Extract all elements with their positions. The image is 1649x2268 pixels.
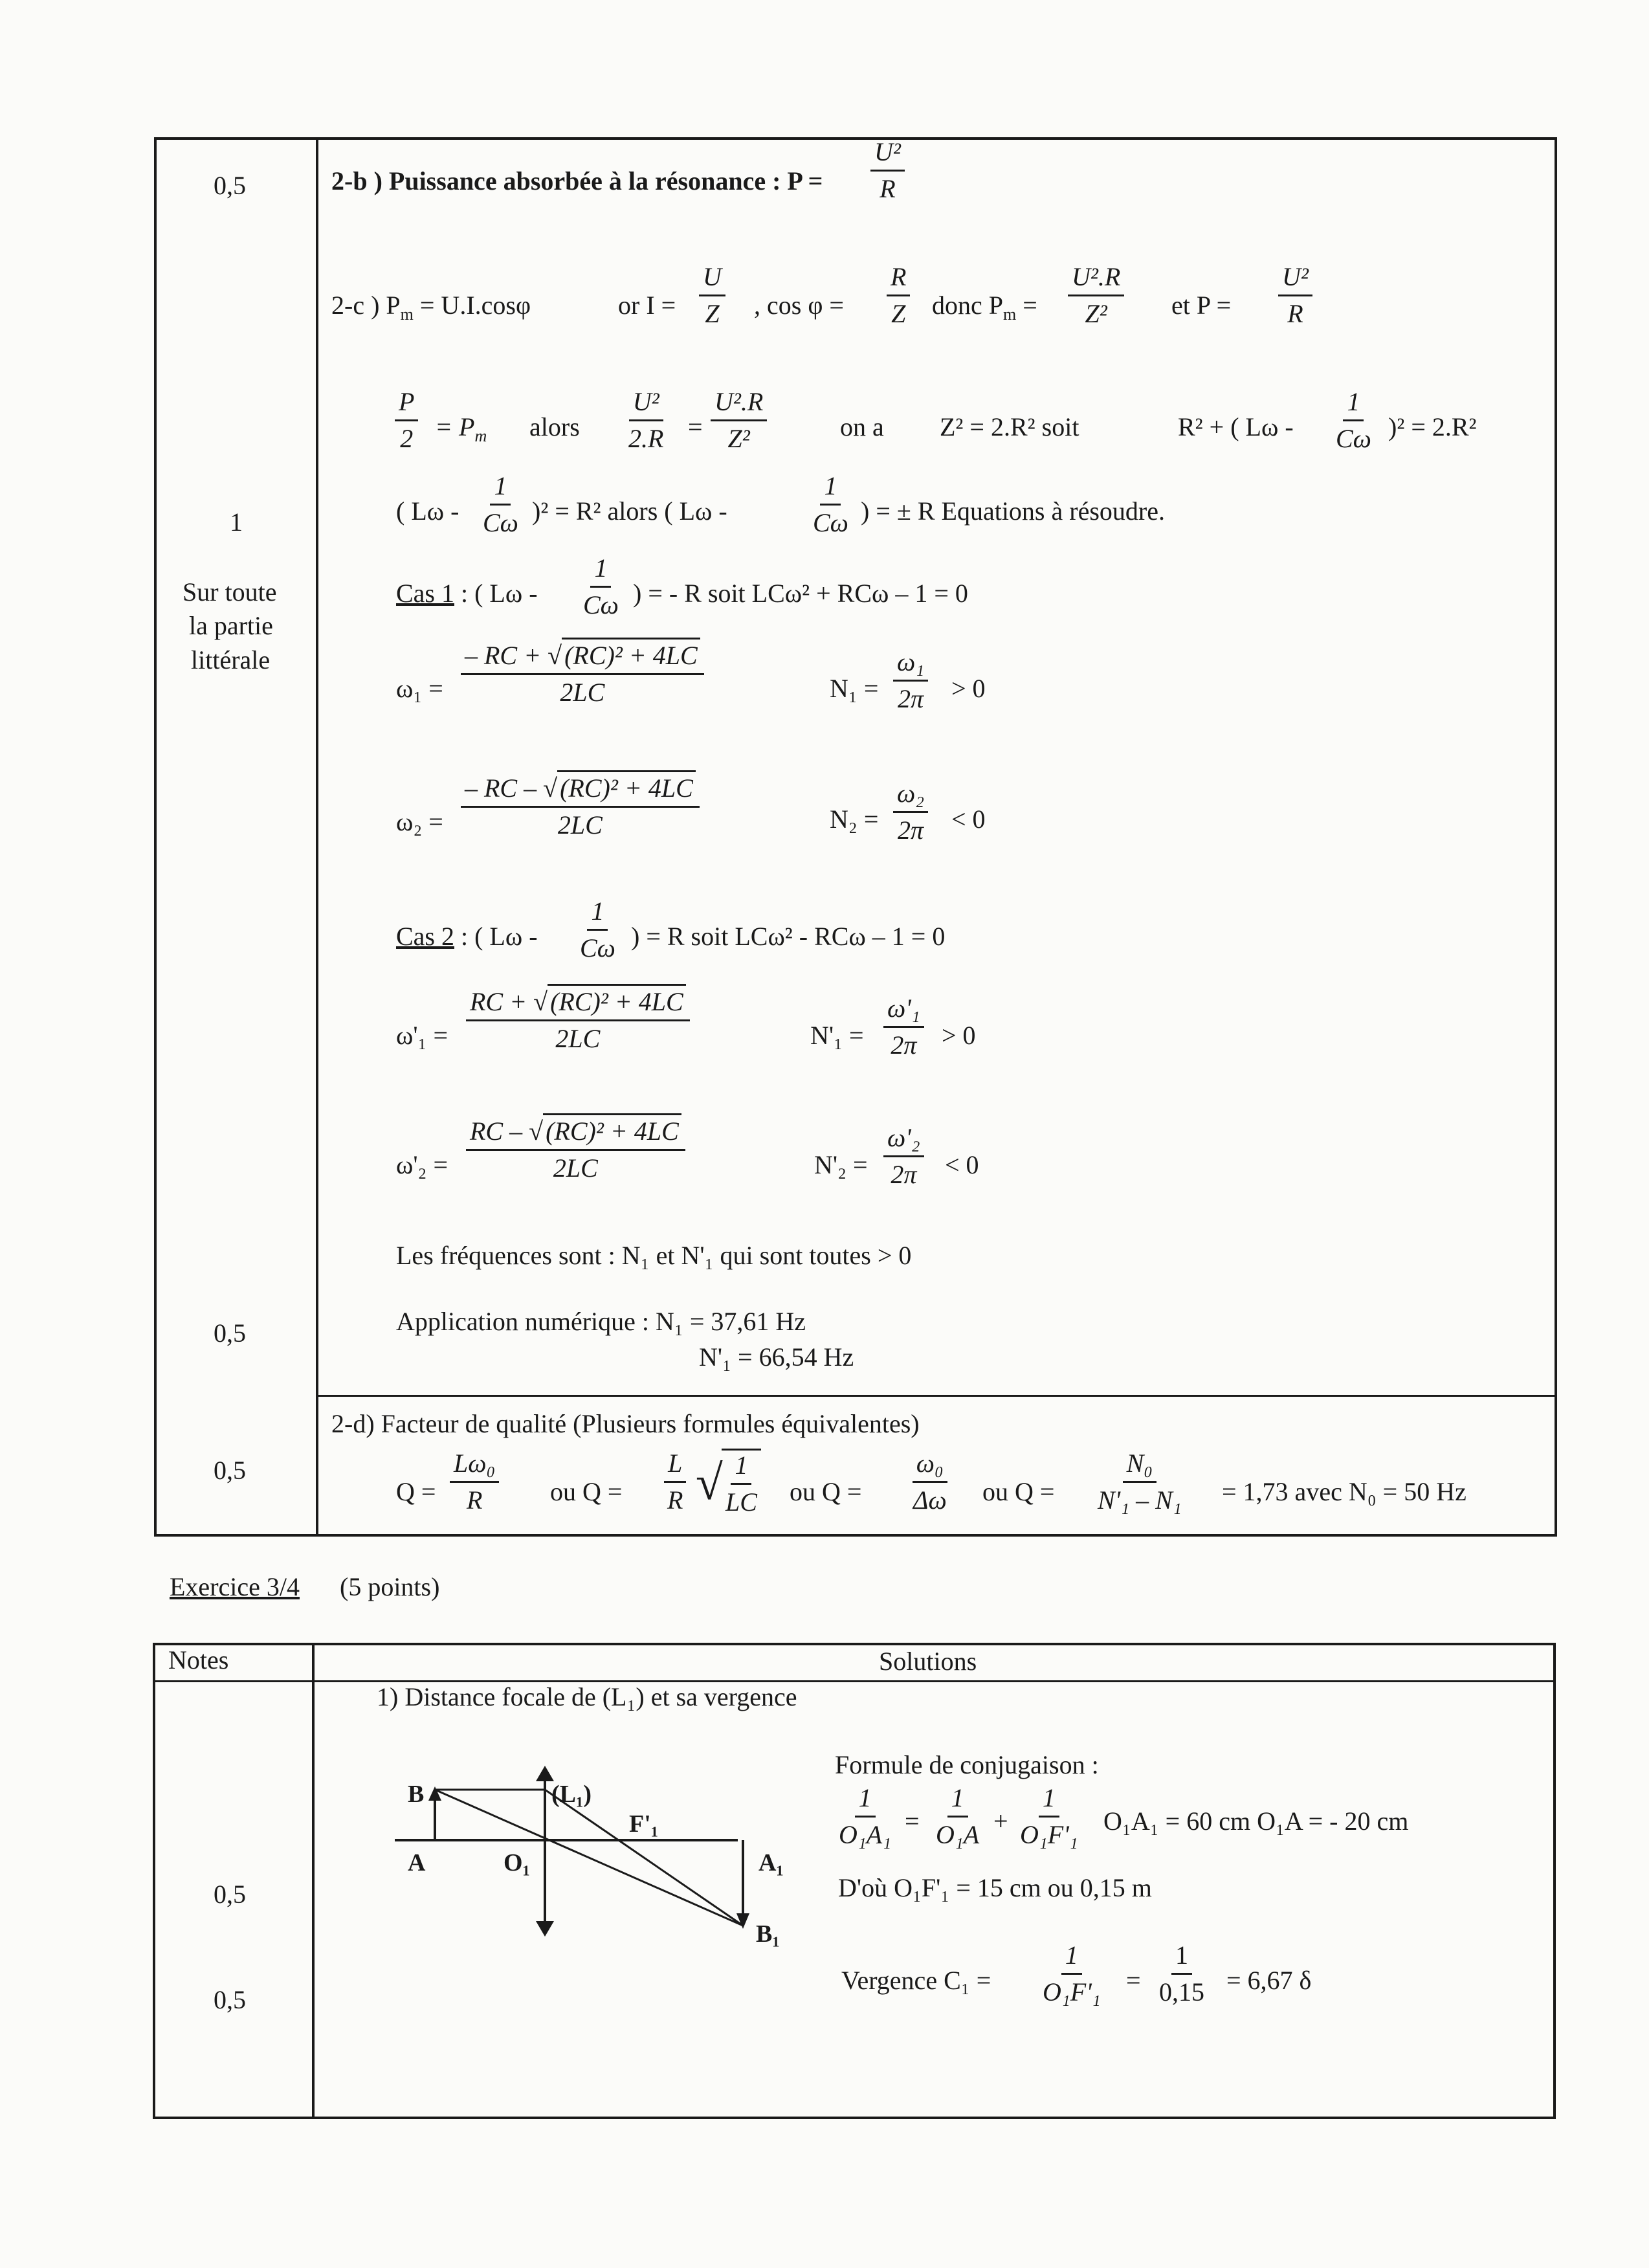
q2c-donc-sub: m [1003,305,1017,324]
conj-values: O₁A₁ = 60 cm O₁A = - 20 cm [1103,1807,1409,1836]
q2c-cos: , cos φ = [754,291,844,320]
object-arrow-head [428,1786,441,1801]
q2c-pm-sub: m [400,305,414,324]
cas2-end: ) = R soit LCω² - RCω – 1 = 0 [631,922,946,951]
q2c-frac-pm-den: Z² [1085,299,1107,328]
l3-end: )² = 2.R² [1388,412,1477,441]
cas2-n1-label: N'₁ = [810,1021,864,1050]
q2d-ou3: ou Q = [982,1477,1055,1506]
cas1-n2-end: < 0 [951,805,986,834]
q2c-frac-p-den: R [1287,299,1303,328]
q2c-donc-text: donc P [932,291,1003,320]
l3-frac-u2r-den: 2.R [628,424,664,453]
conj-frac1 [835,1783,895,1850]
l4-start: ( Lω - [396,496,459,526]
q2d-ou2: ou Q = [790,1477,862,1506]
conj-frac2-num: 1 [947,1783,968,1818]
cas2-w2-label: ω'₂ = [396,1150,448,1179]
cas1-line [396,579,538,608]
vergence-result: = 6,67 δ [1226,1966,1312,1995]
mark-2c: 1 [230,507,243,537]
l3-eqpm-text: = P [435,412,475,441]
l3-frac-u2rz [711,387,767,454]
q2c-donc-eq: = [1016,291,1037,320]
q2c-frac-i [699,262,725,329]
vergence-frac2-den: 0,15 [1159,1977,1204,2007]
conj-frac2 [932,1783,983,1850]
mark-note-3: littérale [191,645,271,674]
conj-frac1-num: 1 [855,1783,876,1818]
l3-frac-cw-den: Cω [1336,424,1371,453]
l3-eq: = [688,412,703,441]
cas1-w1-num-b: (RC)² + 4LC [562,638,700,670]
q2c-frac-p [1278,262,1312,329]
vergence-frac2-num: 1 [1171,1940,1192,1975]
cas1-w1-label: ω₁ = [396,674,443,703]
table1-bottom-border [154,1534,1557,1537]
l4-frac1-num: 1 [490,471,511,506]
q2d-frac2-den: R [667,1485,683,1515]
frequencies-text: Les fréquences sont : N₁ et N'₁ qui sont toutes > 0 [396,1241,912,1270]
cas1-title: Cas 1 [396,579,454,608]
q2c-frac-cos [887,262,910,329]
q2d-frac3-den: Δω [913,1485,947,1515]
table2-right-border [1553,1643,1556,2119]
label-F1: F'₁ [629,1810,659,1838]
cas1-w2-den: 2LC [557,810,603,839]
cas1-n2-label: N₂ = [830,805,879,834]
application-line1: Application numérique : N₁ = 37,61 Hz [396,1307,806,1336]
table2-q1: 1) Distance focale de (L₁) et sa vergence [377,1682,797,1711]
l3-r2: R² + ( Lω - [1178,412,1294,441]
cas2-n1-end: > 0 [942,1021,976,1050]
cas2-frac [576,896,619,963]
label-L1: (L₁) [551,1781,592,1808]
q2d-end: = 1,73 avec N₀ = 50 Hz [1222,1477,1466,1506]
conj-frac3-den: O₁F'₁ [1020,1820,1078,1849]
q2d-ou1: ou Q = [550,1477,623,1506]
cas2-title: Cas 2 [396,922,454,951]
cas1-frac-num: 1 [590,553,611,588]
cas2-w1-num-b: (RC)² + 4LC [548,984,686,1016]
l3-z2: Z² = 2.R² soit [940,412,1079,441]
cas2-n2-label: N'₂ = [814,1150,868,1179]
q2d-frac4 [1094,1449,1186,1515]
application-line2: N'₁ = 66,54 Hz [699,1342,854,1372]
conj-plus: + [993,1807,1008,1836]
cas2-frac-den: Cω [580,933,615,962]
cas2-n2-frac [883,1123,924,1190]
q2b-fraction [870,137,905,204]
q2c-frac-cos-num: R [887,262,910,296]
cas2-n1-frac [883,994,924,1060]
l4-frac2 [809,471,852,538]
l3-frac-p2-den: 2 [400,424,414,453]
cas2-w2-num-a: RC – [470,1117,529,1146]
cas2-n2-den: 2π [891,1160,917,1189]
focal-result: D'où O₁F'₁ = 15 cm ou 0,15 m [838,1873,1152,1902]
vergence-frac2 [1155,1940,1208,2007]
q2c-label [331,291,531,324]
l3-frac-u2rz-num: U².R [711,387,767,421]
cas2-w1-den: 2LC [555,1024,601,1053]
q2d-frac1-den: R [466,1485,483,1515]
cas2-n1-den: 2π [891,1030,917,1060]
q2d-frac3-num: ω₀ [913,1449,947,1483]
mark-note-2: la partie [189,611,273,640]
ray-center [435,1790,743,1926]
table2-mark-1: 0,5 [214,1880,246,1909]
q2b-num: U² [870,137,905,172]
lens-top-arrow [536,1766,554,1781]
table2-header-notes: Notes [168,1645,229,1674]
q2c-frac-i-num: U [699,262,725,296]
l3-frac-p2-num: P [395,387,418,421]
table1-divider [316,137,318,1537]
l3-ona: on a [840,412,884,441]
l4-frac1-den: Cω [483,508,518,537]
l3-frac-p2 [395,387,418,454]
l3-eqpm [435,413,487,446]
q2b-label: 2-b ) Puissance absorbée à la résonance : P = [331,166,823,195]
q2c-pm-rest: = U.I.cosφ [413,291,531,320]
cas1-w2-frac: $\frac{\text{– RC – √ (RC)² + 4LC}}{2LC}$ [461,773,700,840]
label-A: A [408,1849,426,1876]
conj-eq: = [905,1807,920,1836]
l4-frac2-num: 1 [820,471,841,506]
table1-top-border [154,137,1557,140]
cas1-n2-frac [893,779,928,845]
cas1-n2-num: ω₂ [893,779,928,813]
vergence-label: Vergence C₁ = [841,1966,991,1995]
q2d-sqrt-num: 1 [731,1451,751,1485]
q2d-frac1-num: Lω₀ [450,1449,499,1483]
table2-header-solutions: Solutions [879,1647,977,1676]
q2b-den: R [880,174,896,203]
conj-frac1-den: O₁A₁ [839,1820,892,1849]
cas2-n1-num: ω'₁ [883,994,924,1028]
q2c-frac-cos-den: Z [891,299,906,328]
conj-frac3-num: 1 [1039,1783,1059,1818]
cas1-end: ) = - R soit LCω² + RCω – 1 = 0 [633,579,968,608]
l4-frac2-den: Cω [813,508,848,537]
cas1-w1-frac: $\frac{\text{– RC + √ (RC)² + 4LC}}{2LC}$ [461,641,704,707]
label-B: B [408,1781,425,1808]
cas2-w1-label: ω'₁ = [396,1021,448,1050]
label-A1: A₁ [758,1849,784,1876]
cas1-frac-den: Cω [583,590,619,619]
label-O1: O₁ [504,1849,530,1876]
q2d-frac2-num: L [664,1449,686,1483]
lens-bottom-arrow [536,1921,554,1937]
q2c-frac-pm [1068,262,1124,329]
cas1-start: : ( Lω - [454,579,538,608]
q2c-frac-pm-num: U².R [1068,262,1124,296]
l3-frac-cw-num: 1 [1343,387,1364,421]
q2d-frac4-num: N₀ [1123,1449,1157,1483]
l3-frac-u2r-num: U² [629,387,663,421]
l3-alors: alors [529,412,580,441]
cas2-w2-frac: $\frac{\text{RC – √ (RC)² + 4LC}}{2LC}$ [466,1117,685,1183]
l4-end: ) = ± R Equations à résoudre. [861,496,1165,526]
cas1-n1-frac [893,647,928,714]
cas1-w1-num-a: – RC + [465,641,548,670]
table2-top-border [153,1643,1556,1645]
table2-header-border [153,1680,1556,1682]
exercise-title: Exercice 3/4 [170,1572,300,1601]
cas1-w2-label: ω₂ = [396,807,443,836]
q2d-frac1 [450,1449,499,1515]
table2-bottom-border [153,2117,1556,2119]
conj-title: Formule de conjugaison : [835,1750,1099,1779]
q2d-frac3 [909,1449,951,1515]
cas1-w2-num-b: (RC)² + 4LC [557,770,696,803]
vergence-frac1 [1039,1940,1105,2007]
mark-app: 0,5 [214,1318,246,1348]
cas2-n2-num: ω'₂ [883,1123,924,1157]
cas2-frac-num: 1 [587,896,608,931]
vergence-eq: = [1126,1966,1141,1995]
cas1-frac [579,553,623,620]
cas1-n1-end: > 0 [951,674,986,703]
q2d-label: 2-d) Facteur de qualité (Plusieurs formules équivalentes) [331,1409,920,1438]
l3-frac-u2r [625,387,667,454]
cas2-n2-end: < 0 [945,1150,979,1179]
mark-2d: 0,5 [214,1456,246,1485]
q2c-et: et P = [1171,291,1232,320]
l3-eqpm-sub: m [474,427,487,445]
q2d-q1: Q = [396,1477,436,1506]
lens-diagram [388,1761,802,1968]
cas1-w2-num-a: – RC – [465,773,544,803]
image-arrow-head [736,1913,749,1929]
q2d-frac4-den: N'₁ – N₁ [1098,1485,1182,1515]
cas2-w2-num-b: (RC)² + 4LC [543,1113,681,1146]
exercise-points: (5 points) [340,1572,440,1601]
cas2-line [396,922,538,951]
table2-left-border [153,1643,155,2119]
vergence-frac1-num: 1 [1061,1940,1082,1975]
q2d-sqrt-sign: √ [696,1456,723,1510]
cas1-n1-den: 2π [898,684,924,713]
q2c-frac-p-num: U² [1278,262,1312,296]
l4-frac1 [479,471,522,538]
cas1-n2-den: 2π [898,816,924,845]
cas1-w1-den: 2LC [560,678,605,707]
label-B1: B₁ [756,1920,780,1948]
table2-mark-2: 0,5 [214,1985,246,2014]
cas2-w2-den: 2LC [553,1153,598,1183]
conj-frac2-den: O₁A [936,1820,980,1849]
table1-left-border [154,137,157,1537]
q2d-frac2 [663,1449,687,1515]
table1-inner-separator [316,1395,1557,1397]
vergence-frac1-den: O₁F'₁ [1043,1977,1101,2007]
q2c-or: or I = [618,291,676,320]
q2d-sqrt-den: LC [725,1487,757,1517]
cas2-w1-num-a: RC + [470,987,534,1016]
q2c-donc [932,291,1037,324]
q2c-pm: 2-c ) P [331,291,401,320]
table2-divider [312,1643,315,2119]
cas1-n1-label: N₁ = [830,674,879,703]
l3-frac-u2rz-den: Z² [727,424,750,453]
l3-frac-cw [1332,387,1375,454]
q2c-frac-i-den: Z [705,299,720,328]
table1-right-border [1555,137,1557,1537]
l4-mid: )² = R² alors ( Lω - [532,496,727,526]
cas2-start: : ( Lω - [454,922,538,951]
q2d-sqrt-frac [722,1449,761,1517]
mark-2b: 0,5 [214,171,246,200]
cas2-w1-frac: $\frac{\text{RC + √ (RC)² + 4LC}}{2LC}$ [466,987,690,1054]
conj-frac3 [1016,1783,1082,1850]
cas1-n1-num: ω₁ [893,647,928,682]
mark-note-1: Sur toute [183,577,277,606]
